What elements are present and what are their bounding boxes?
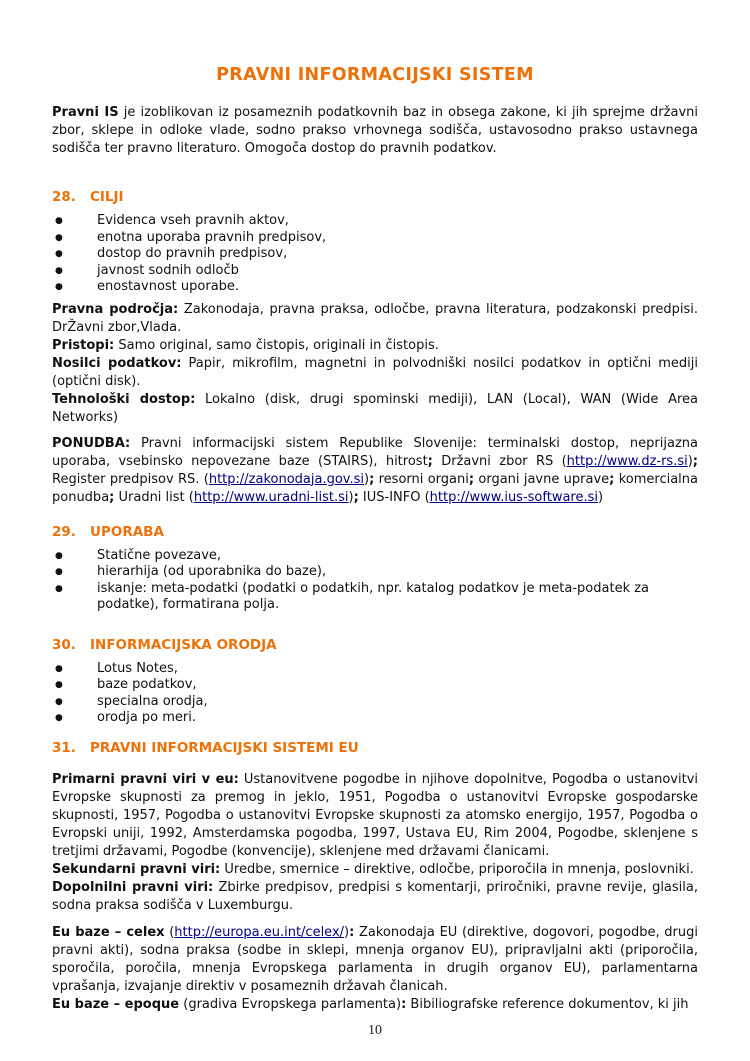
bold-text-run: Primarni pravni viri v eu: xyxy=(52,771,239,787)
section-number: 28. xyxy=(52,189,76,205)
bullet-list-orodja xyxy=(52,661,698,727)
list-item-text: specialna orodja, xyxy=(97,693,208,709)
bold-text-run: Dopolnilni pravni viri: xyxy=(52,879,214,895)
list-item xyxy=(52,263,698,280)
text-run: Uradni list ( xyxy=(114,489,194,505)
bold-text-run: ; xyxy=(369,471,375,487)
list-item xyxy=(52,694,698,711)
text-run: ) xyxy=(687,453,693,469)
bold-text-run: ; xyxy=(609,471,615,487)
text-run: resorni organi xyxy=(374,471,469,487)
text-run: je izoblikovan iz posameznih podatkovnih baz in obsega zakone, ki jih sprejme državni zbor, sklepe in odloke vlade, sodno prakso vrhovnega sodišča, ustavosodno prakso ustavnega sodišča ter pravno literaturo. Omogoča dostop do pravnih podatkov. xyxy=(52,105,698,156)
text-run: ) xyxy=(598,489,604,505)
list-item xyxy=(52,581,698,614)
dopolnilni-viri-paragraph xyxy=(52,879,698,915)
text-run: Pravni informacijski sistem Republike Slovenije: terminalski dostop, neprijazna uporaba, vsebinsko nepovezane baze (STAIRS), hitrost xyxy=(52,435,698,469)
text-run: Zbirke predpisov, predpisi s komentarji, priročniki, pravne revije, glasila, sodna praksa sodišča v Luxemburgu. xyxy=(52,879,698,913)
list-item xyxy=(52,661,698,678)
section-heading-30 xyxy=(52,636,698,654)
list-item xyxy=(52,230,698,247)
list-item-text: orodja po meri. xyxy=(97,710,197,725)
list-item-text: Lotus Notes, xyxy=(97,660,178,676)
intro-paragraph xyxy=(52,104,698,158)
text-run: Državni zbor RS ( xyxy=(432,453,567,469)
bullet-icon: ● xyxy=(55,696,63,707)
bullet-icon: ● xyxy=(55,567,63,577)
text-run: Uredbe, smernice – direktive, odločbe, priporočila in mnenja, poslovniki. xyxy=(220,861,694,877)
eu-celex-paragraph xyxy=(52,924,698,996)
list-item-text: javnost sodnih odločb xyxy=(97,262,239,278)
list-item xyxy=(52,677,698,694)
list-item xyxy=(52,548,698,565)
text-run: organi javne uprave xyxy=(474,471,610,487)
bold-text-run: ; xyxy=(692,453,698,469)
section-label: INFORMACIJSKA ORODJA xyxy=(90,636,277,653)
text-run: ( xyxy=(164,924,175,940)
bullet-list-uporaba xyxy=(52,548,698,614)
list-item-text: enotna uporaba pravnih predpisov, xyxy=(97,229,327,245)
section-number: 31. xyxy=(52,739,76,756)
bullet-icon: ● xyxy=(55,713,63,723)
list-item xyxy=(52,246,698,263)
text-run: Bibiliografske reference dokumentov, ki jih xyxy=(406,996,689,1012)
bold-text-run: Pravna področja: xyxy=(52,301,179,317)
section-number: 29. xyxy=(52,523,76,540)
text-run: ) xyxy=(364,471,370,487)
bold-text-run: PONUDBA: xyxy=(52,435,131,451)
text-run: ) xyxy=(348,489,354,505)
text-run: IUS-INFO ( xyxy=(358,489,430,505)
bullet-icon: ● xyxy=(55,249,63,259)
bold-text-run: Nosilci podatkov: xyxy=(52,355,182,371)
bullet-icon: ● xyxy=(55,232,63,243)
eu-epoque-paragraph xyxy=(52,996,698,1014)
text-run: Lokalno (disk, drugi spominski mediji), LAN (Local), WAN (Wide Area Networks) xyxy=(52,391,698,425)
list-item-text: dostop do pravnih predpisov, xyxy=(97,246,288,261)
section-heading-29 xyxy=(52,523,698,541)
pravna-podrocja-paragraph xyxy=(52,301,698,337)
text-run: Ustanovitvene pogodbe in njihove dopolnitve, Pogodba o ustanovitvi Evropske skupnosti za premog in jeklo, 1951, Pogodba o ustanovitvi Evropske gospodarske skupnosti, 1957, Pogodba o ustanovitvi Evropske skupnosti za atomsko energijo, 1957, Pogodba o Evropski uniji, 1992, Amsterdamska pogodba, 1997, Ustava EU, Rim 2004, Pogodbe, sklenjene s tretjimi državami, Pogodbe (konvencije), sklenjene med državami članicami. xyxy=(52,771,698,859)
list-item-text: iskanje: meta-podatki (podatki o podatkih, npr. katalog podatkov je meta-podatek za podatke), formatirana polja. xyxy=(97,580,650,612)
hyperlink[interactable]: http://www.uradni-list.si xyxy=(193,489,349,505)
text-run: Zakonodaja, pravna praksa, odločbe, pravna literatura, podzakonski predpisi. DrŽavni zbor,Vlada. xyxy=(52,301,698,335)
bullet-icon: ● xyxy=(55,583,63,594)
list-item-text: baze podatkov, xyxy=(97,677,197,692)
bullet-list-cilji xyxy=(52,213,698,296)
hyperlink[interactable]: http://www.dz-rs.si xyxy=(566,453,688,469)
bold-text-run: ; xyxy=(353,489,359,505)
bold-text-run: Tehnološki dostop: xyxy=(52,391,196,407)
list-item-text: enostavnost uporabe. xyxy=(97,279,240,294)
bullet-icon: ● xyxy=(55,550,63,561)
hyperlink[interactable]: http://europa.eu.int/celex/ xyxy=(174,924,345,940)
section-heading-31 xyxy=(52,739,698,757)
eu-legal-sources-block xyxy=(52,771,698,915)
bold-text-run: ; xyxy=(109,489,115,505)
list-item xyxy=(52,213,698,230)
bullet-icon: ● xyxy=(55,216,63,226)
text-run: ) xyxy=(344,924,350,940)
bullet-icon: ● xyxy=(55,265,63,276)
bold-text-run: : xyxy=(349,924,355,940)
list-item-text: hierarhija (od uporabnika do baze), xyxy=(97,564,327,579)
text-run: komercialna ponudba xyxy=(52,471,698,505)
bullet-icon: ● xyxy=(55,663,63,674)
bold-text-run: : xyxy=(401,996,407,1012)
bold-text-run: Pristopi: xyxy=(52,337,115,353)
bold-text-run: Pravni IS xyxy=(52,105,119,120)
pristopi-paragraph xyxy=(52,337,698,355)
nosilci-podatkov-paragraph xyxy=(52,355,698,391)
hyperlink[interactable]: http://www.ius-software.si xyxy=(429,489,598,505)
list-item-text: Evidenca vseh pravnih aktov, xyxy=(97,213,289,228)
section-label: UPORABA xyxy=(90,523,164,540)
bold-text-run: Sekundarni pravni viri: xyxy=(52,861,221,877)
bold-text-run: ; xyxy=(468,471,475,487)
section-heading-28 xyxy=(52,188,698,206)
section-label: PRAVNI INFORMACIJSKI SISTEMI EU xyxy=(90,739,359,756)
text-run: (gradiva Evropskega parlamenta) xyxy=(179,996,402,1012)
section-number: 30. xyxy=(52,636,76,653)
eu-databases-block xyxy=(52,924,698,1014)
text-run: Register predpisov RS. ( xyxy=(52,471,209,487)
list-item xyxy=(52,564,698,581)
bold-text-run: ; xyxy=(427,453,433,469)
text-run: Papir, mikrofilm, magnetni in polvodniški nosilci podatkov in optični mediji (optični disk). xyxy=(52,355,698,389)
sekundarni-viri-paragraph xyxy=(52,861,698,879)
primarni-viri-paragraph xyxy=(52,771,698,861)
section-label: CILJI xyxy=(90,189,124,205)
tehnoloski-dostop-paragraph xyxy=(52,391,698,427)
bold-text-run: Eu baze – epoque xyxy=(52,996,180,1012)
legal-areas-block xyxy=(52,301,698,427)
list-item-text: Statične povezave, xyxy=(97,547,222,563)
bullet-icon: ● xyxy=(55,680,63,690)
page-number: 10 xyxy=(368,1022,382,1038)
ponudba-paragraph xyxy=(52,435,698,507)
text-run: Samo original, samo čistopis, originali in čistopis. xyxy=(114,337,439,353)
list-item xyxy=(52,279,698,296)
bold-text-run: Eu baze – celex xyxy=(52,924,165,940)
page-title: PRAVNI INFORMACIJSKI SISTEM xyxy=(216,65,534,85)
bullet-icon: ● xyxy=(55,282,63,292)
text-run: Zakonodaja EU (direktive, dogovori, pogodbe, drugi pravni akti), sodna praksa (sodbe in sklepi, mnenja organov EU), pripravljalni akti (priporočila, sporočila, poročila, mnenja Evropskega parlamenta in drugih organov EU), parlamentarna vprašanja, izvajanje direktiv v posameznih državah članicah. xyxy=(52,924,698,994)
list-item xyxy=(52,710,698,727)
ponudba-block xyxy=(52,435,698,507)
hyperlink[interactable]: http://zakonodaja.gov.si xyxy=(208,471,365,487)
